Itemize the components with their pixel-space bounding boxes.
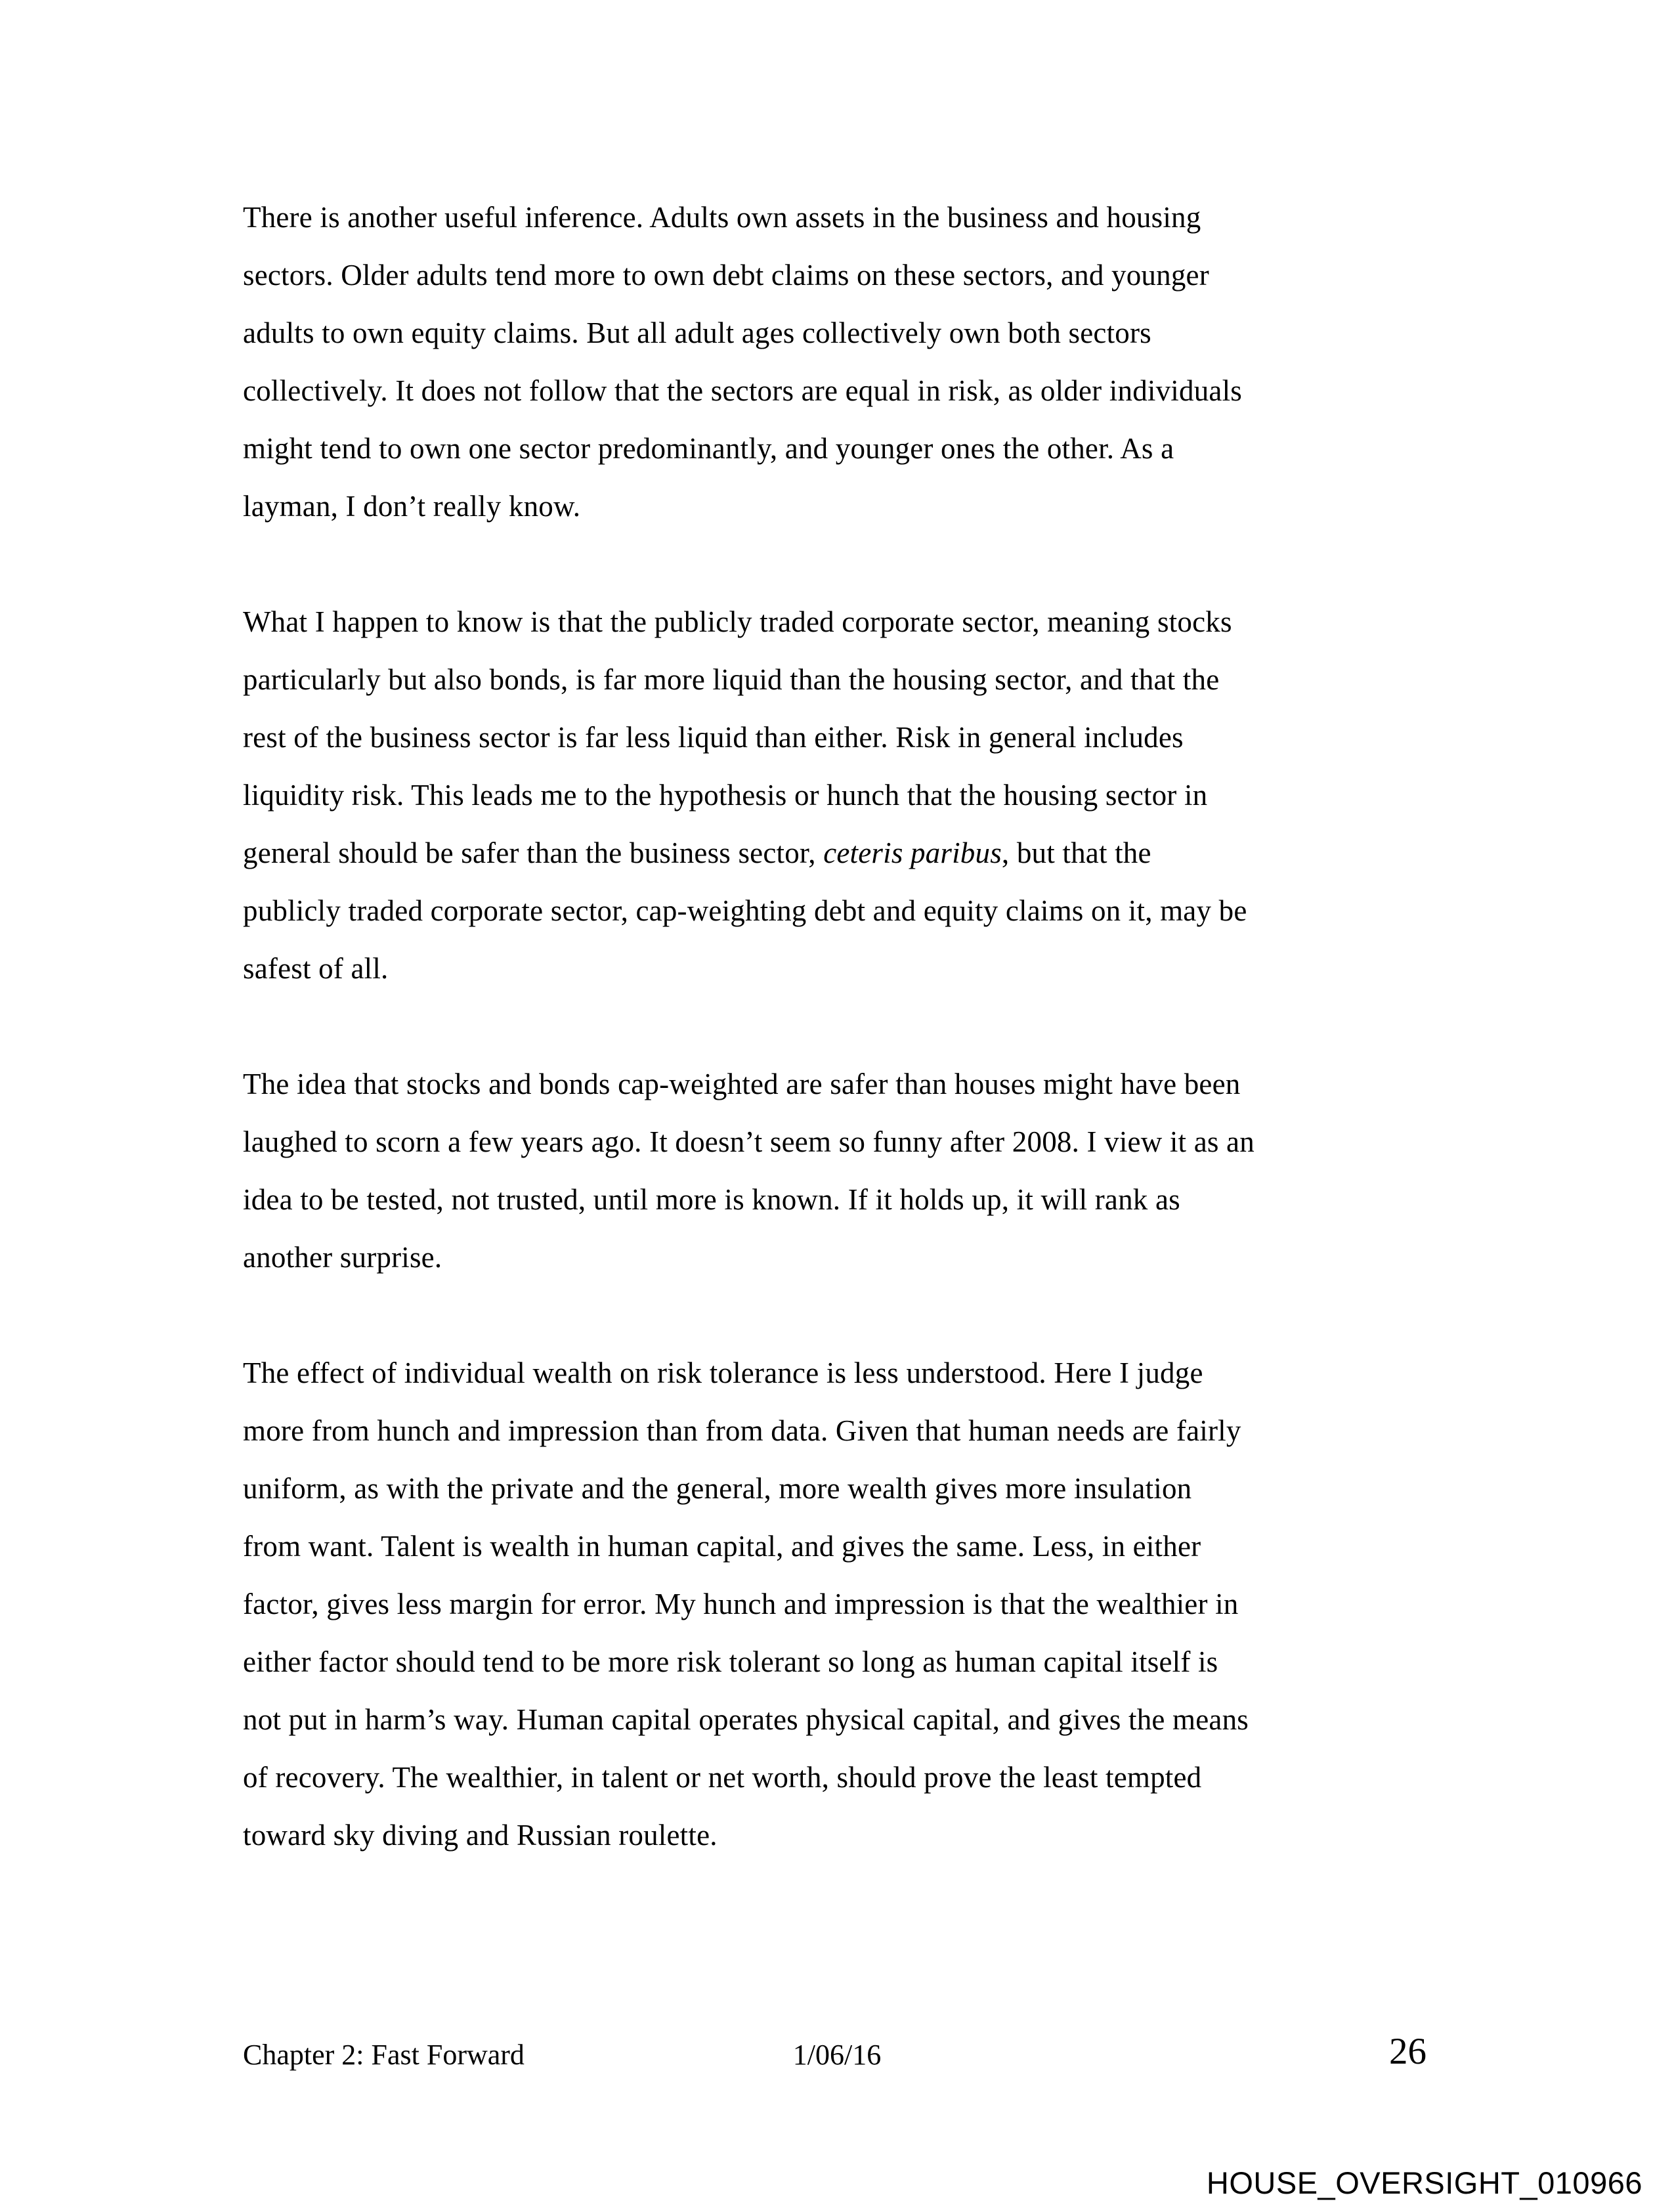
paragraph [243, 1055, 1444, 1286]
text-line [243, 1748, 1444, 1806]
text-segment: toward sky diving and Russian roulette. [243, 1819, 718, 1852]
text-segment: What I happen to know is that the publicly traded corporate sector, meaning stocks [243, 605, 1232, 638]
text-line [243, 1055, 1444, 1113]
text-segment: of recovery. The wealthier, in talent or net worth, should prove the least tempted [243, 1761, 1202, 1794]
footer-chapter-label: Chapter 2: Fast Forward [243, 2039, 525, 2071]
text-segment: more from hunch and impression than from data. Given that human needs are fairly [243, 1414, 1241, 1447]
text-segment: The effect of individual wealth on risk tolerance is less understood. Here I judge [243, 1356, 1203, 1389]
text-segment: , but that the [1001, 836, 1151, 869]
text-line [243, 1228, 1444, 1286]
text-line [243, 1806, 1444, 1864]
text-segment: rest of the business sector is far less liquid than either. Risk in general includes [243, 721, 1184, 754]
text-segment: particularly but also bonds, is far more liquid than the housing sector, and that the [243, 663, 1220, 696]
text-segment: from want. Talent is wealth in human capital, and gives the same. Less, in either [243, 1530, 1201, 1563]
text-segment: another surprise. [243, 1241, 442, 1274]
text-segment: uniform, as with the private and the general, more wealth gives more insulation [243, 1472, 1192, 1505]
text-segment: layman, I don’t really know. [243, 490, 581, 523]
text-line [243, 882, 1444, 940]
text-line [243, 1113, 1444, 1171]
italic-text-segment: ceteris paribus [823, 836, 1002, 869]
text-segment: laughed to scorn a few years ago. It doesn’t seem so funny after 2008. I view it as an [243, 1125, 1255, 1158]
text-line [243, 1460, 1444, 1517]
text-line [243, 477, 1444, 535]
text-line [243, 420, 1444, 477]
text-line [243, 593, 1444, 651]
paragraph [243, 188, 1444, 535]
text-line [243, 940, 1444, 997]
text-segment: There is another useful inference. Adults own assets in the business and housing [243, 201, 1201, 234]
text-line [243, 304, 1444, 362]
paragraph [243, 593, 1444, 997]
text-line [243, 1517, 1444, 1575]
text-segment: liquidity risk. This leads me to the hypothesis or hunch that the housing sector in [243, 779, 1208, 812]
text-segment: either factor should tend to be more risk tolerant so long as human capital itself is [243, 1645, 1218, 1678]
text-segment: factor, gives less margin for error. My hunch and impression is that the wealthier in [243, 1588, 1239, 1620]
text-line [243, 1691, 1444, 1748]
text-segment: not put in harm’s way. Human capital operates physical capital, and gives the means [243, 1703, 1249, 1736]
text-line [243, 1171, 1444, 1228]
text-line [243, 766, 1444, 824]
bates-stamp: HOUSE_OVERSIGHT_010966 [1206, 2165, 1642, 2200]
text-content [243, 188, 1444, 1922]
text-segment: collectively. It does not follow that the sectors are equal in risk, as older individuals [243, 374, 1242, 407]
text-line [243, 1402, 1444, 1460]
text-line [243, 362, 1444, 420]
text-line [243, 1633, 1444, 1691]
paragraph [243, 1344, 1444, 1864]
text-line [243, 651, 1444, 708]
text-line [243, 188, 1444, 246]
text-line [243, 1575, 1444, 1633]
footer-page-number: 26 [1389, 2031, 1427, 2072]
text-segment: The idea that stocks and bonds cap-weighted are safer than houses might have been [243, 1068, 1241, 1100]
text-segment: safest of all. [243, 952, 389, 985]
footer-date: 1/06/16 [792, 2039, 882, 2071]
text-line [243, 708, 1444, 766]
text-line [243, 824, 1444, 882]
text-segment: general should be safer than the business sector, [243, 836, 824, 869]
text-segment: might tend to own one sector predominantly, and younger ones the other. As a [243, 432, 1174, 465]
text-segment: publicly traded corporate sector, cap-weighting debt and equity claims on it, may be [243, 894, 1247, 927]
text-segment: adults to own equity claims. But all adult ages collectively own both sectors [243, 316, 1151, 349]
text-segment: sectors. Older adults tend more to own debt claims on these sectors, and younger [243, 259, 1209, 292]
text-line [243, 246, 1444, 304]
text-line [243, 1344, 1444, 1402]
text-segment: idea to be tested, not trusted, until more is known. If it holds up, it will rank as [243, 1183, 1180, 1216]
